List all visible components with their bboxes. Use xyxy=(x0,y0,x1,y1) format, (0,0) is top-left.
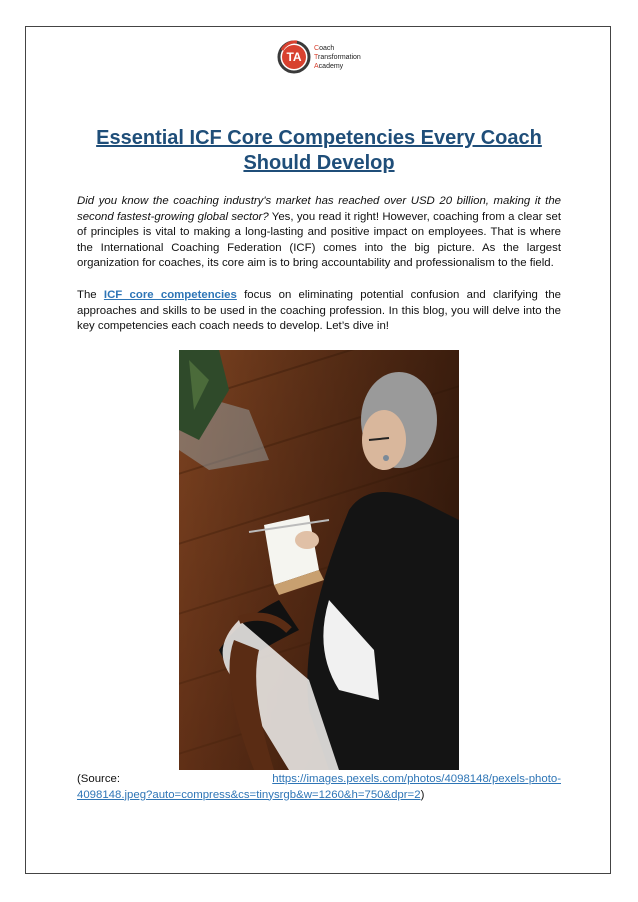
second-paragraph xyxy=(77,288,561,335)
logo-word: cademy xyxy=(318,62,344,70)
source-url-link-continued[interactable]: 4098148.jpeg?auto=compress&cs=tinysrgb&w=1260&h=750&dpr=2 xyxy=(77,788,421,801)
icf-core-competencies-link[interactable]: ICF core competencies xyxy=(103,289,237,301)
logo-letter: A xyxy=(314,62,319,70)
logo-mark-icon xyxy=(277,40,311,74)
source-url-link[interactable]: https://images.pexels.com/photos/4098148/pexels-photo- xyxy=(272,773,561,785)
image-source xyxy=(77,772,561,803)
intro-rest: Yes, you read it right! However, coaching from a clear set of principles is vital to making a long-lasting and positive impact on employees. That is where the International Coaching Federation (ICF) comes into the big picture. As the largest organization for coaches, its core aim is to bring accountability and professionalism to the field. xyxy=(77,210,561,270)
para-text: The xyxy=(77,289,104,301)
logo-word: oach xyxy=(319,44,335,52)
logo-letter: T xyxy=(314,53,319,61)
para-text: focus on eliminating potential confusion and clarifying the approaches and skills to be used in the coaching profession. In this blog, you will delve into the key competencies each coach needs to develop. Let’s dive in! xyxy=(77,289,561,333)
logo-text xyxy=(314,44,361,71)
logo-letter: C xyxy=(314,44,320,52)
logo-word: ransformation xyxy=(318,53,361,61)
coaching-photo xyxy=(179,350,459,770)
logo-initials: TA xyxy=(286,50,302,64)
source-close: ) xyxy=(420,788,425,801)
intro-paragraph xyxy=(77,194,561,272)
page-title: Essential ICF Core Competencies Every Coach Should Develop xyxy=(96,127,542,174)
logo xyxy=(277,39,367,75)
intro-italic: Did you know the coaching industry's market has reached over USD 20 billion, making it the second fastest-growing global sector? xyxy=(77,195,561,223)
source-label: (Source: xyxy=(77,773,121,785)
